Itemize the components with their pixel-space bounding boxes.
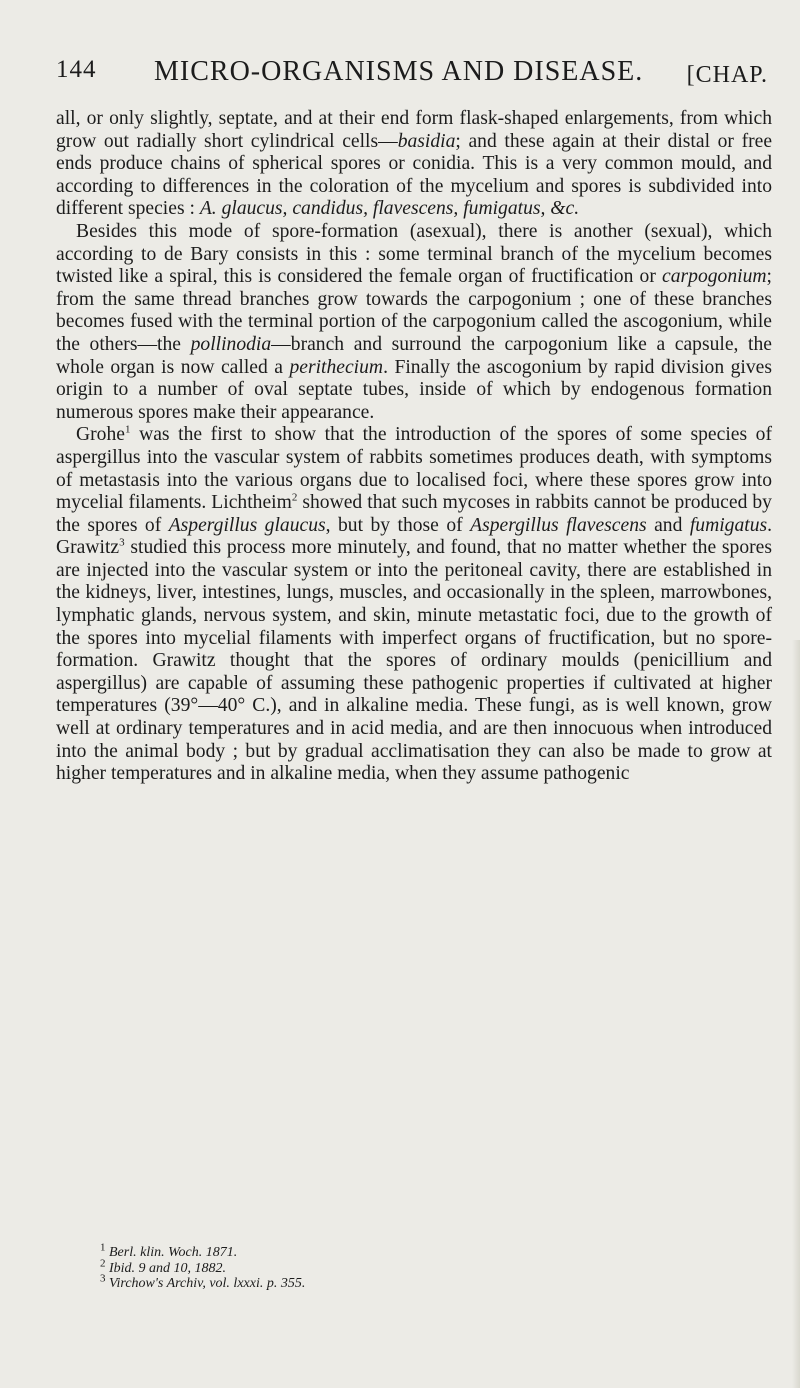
footnote-marker: 1: [100, 1241, 106, 1254]
page-number: 144: [56, 56, 97, 83]
text-run: pollinodia: [190, 333, 272, 355]
footnote-reference: 1: [124, 423, 131, 436]
paragraph-3: [56, 424, 772, 786]
text-run: basidia: [397, 130, 456, 152]
text-run: showed that such mycoses in rabbits cannot be produced by the spores of: [56, 492, 772, 536]
footnote-3: [100, 1272, 720, 1292]
paragraph-2: [56, 221, 772, 424]
footnote-text: Virchow's Archiv, vol. lxxxi. p. 355.: [109, 1276, 306, 1291]
text-run: . Finally the ascogonium by rapid division gives origin to a number of oval septate tubes, inside of which by endogenous formation numerous spores make their appearance.: [56, 356, 772, 423]
footnote-reference: 3: [119, 536, 125, 549]
running-title: MICRO-ORGANISMS AND DISEASE.: [154, 56, 644, 87]
footnote-text: Ibid. 9 and 10, 1882.: [109, 1260, 227, 1276]
text-run: ; from the same thread branches grow towards the carpogonium ; one of these branches becomes fused with the terminal portion of the carpogonium called the ascogonium, while the others—the: [56, 266, 772, 355]
page-edge-shadow: [792, 640, 800, 1388]
text-run: —branch and surround the carpogonium like a capsule, the whole organ is now called a: [56, 333, 772, 378]
text-run: ; and these again at their distal or free ends produce chains of spherical spores or conidia. This is a very common mould, and according to differences in the coloration of the mycelium and spores is subdivided into different species :: [56, 130, 773, 220]
text-run: Grohe: [76, 424, 125, 446]
paragraph-1: [56, 108, 772, 221]
text-run: fumigatus: [689, 514, 768, 536]
text-run: was the first to show that the introduction of the spores of some species of aspergillus into the vascular system of rabbits sometimes produces death, with symptoms of metastasis into the various organs due to localised foci, where these spores grow into mycelial filaments. Lichtheim: [56, 424, 772, 514]
footnote-marker: 2: [100, 1256, 106, 1269]
chapter-marker: [CHAP.: [686, 62, 768, 88]
text-run: , but by those of: [325, 514, 471, 536]
text-run: all, or only slightly, septate, and at their end form flask-shaped enlargements, from which grow out radially short cylindrical cells—: [56, 108, 772, 152]
footnote-reference: 2: [291, 491, 298, 504]
text-run: studied this process more minutely, and found, that no matter whether the spores are injected into the vascular system or into the peritoneal cavity, there are established in the kidneys, liver, intestines, lungs, muscles, and occasionally in the spleen, marrowbones, lymphatic glands, nervous system, and skin, minute metastatic foci, due to the growth of the spores into mycelial filaments with imperfect organs of fructification, but no spore-formation. Grawitz thought that the spores of ordinary moulds (penicillium and aspergillus) are capable of assuming these pathogenic properties if cultivated at higher temperatures (39°—40° C.), and in alkaline media. These fungi, as is well known, grow well at ordinary temperatures and in acid media, and are then innocuous when introduced into the animal body ; but by gradual acclimatisation they can also be made to grow at higher temperatures and in alkaline media, when they assume pathogenic: [56, 537, 772, 785]
text-run: Aspergillus flavescens: [470, 514, 647, 536]
text-run: . Grawitz: [56, 514, 773, 559]
text-run: and: [646, 514, 690, 536]
footnote-1: [100, 1241, 720, 1261]
text-run: Aspergillus glaucus: [168, 514, 326, 536]
running-header: [56, 56, 768, 92]
footnote-2: [100, 1256, 720, 1277]
text-run: perithecium: [289, 356, 384, 378]
footnote-text: Berl. klin. Woch. 1871.: [109, 1245, 238, 1260]
text-run: carpogonium: [662, 266, 767, 288]
footnote-marker: 3: [100, 1272, 106, 1285]
text-run: Besides this mode of spore-formation (asexual), there is another (sexual), which according to de Bary consists in this : some terminal branch of the mycelium becomes twisted like a spiral, this is considered the female organ of fructification or: [56, 220, 772, 288]
footnotes: [100, 1241, 720, 1292]
body-text: [56, 108, 772, 786]
text-run: A. glaucus, candidus, flavescens, fumigatus, &c.: [199, 198, 580, 220]
